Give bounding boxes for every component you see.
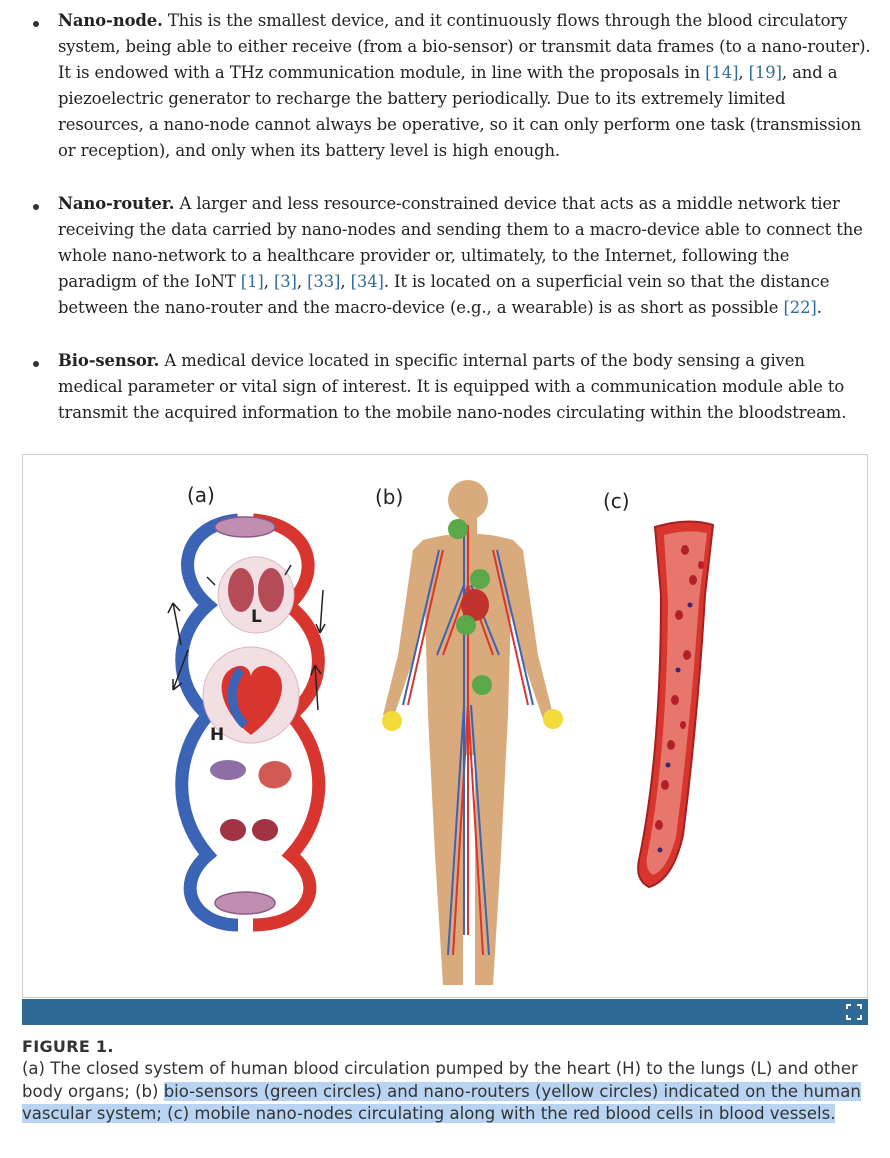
bullet-term: Bio-sensor. [58, 351, 160, 370]
bullet-dot [33, 21, 39, 27]
reference-link[interactable]: [1] [240, 272, 264, 291]
panel-a-label: (a) [187, 483, 215, 507]
circulation-diagram [23, 455, 867, 997]
figure-caption [22, 1058, 882, 1126]
expand-icon[interactable] [846, 1004, 862, 1020]
caption-highlighted: bio-sensors (green circles) and nano-routers (yellow circles) indicated on the human vascular system; (c) mobile nano-nodes circulating along with the red blood cells in blood vessels. [22, 1081, 861, 1123]
reference-link[interactable]: [19] [748, 63, 782, 82]
bullet-dot [33, 361, 39, 367]
reference-link[interactable]: [34] [350, 272, 384, 291]
reference-link[interactable]: [3] [273, 272, 297, 291]
panel-c-label: (c) [603, 489, 630, 513]
figure-toolbar [22, 999, 868, 1025]
bullet-text: Bio-sensor. A medical device located in specific internal parts of the body sensing a given medical parameter or vital sign of interest. It is equipped with a communication module able to transmit the acquired information to the mobile nano-nodes circulating within the bloodstream. [58, 351, 847, 422]
reference-link[interactable]: [14] [705, 63, 739, 82]
bio-sensor-marker [470, 569, 490, 589]
caption-plain: (a) The closed system of human blood circulation pumped by the heart (H) to the lungs (L) and other body organs; (b) [22, 1059, 858, 1101]
figure-title: FIGURE 1. [22, 1037, 114, 1056]
heart-label: H [210, 725, 225, 745]
reference-link[interactable]: [33] [307, 272, 341, 291]
nano-router-marker [543, 709, 563, 729]
bullet-dot [33, 204, 39, 210]
bio-sensor-marker [448, 519, 468, 539]
bio-sensor-marker [472, 675, 492, 695]
bio-sensor-marker [456, 615, 476, 635]
lungs-label: L [251, 607, 262, 627]
bullet-term: Nano-router. [58, 194, 175, 213]
panel-b-label: (b) [375, 485, 404, 509]
bullet-term: Nano-node. [58, 11, 163, 30]
bullet-text: Nano-node. This is the smallest device, and it continuously flows through the blood circulatory system, being able to either receive (from a bio-sensor) or transmit data frames (to a nano-router). It is endowed with a THz communication module, in line with the proposals in [14], [19], and a piezoelectric generator to recharge the battery periodically. Due to its extremely limited resources, a nano-node cannot always be operative, so it can only perform one task (transmission or reception), and only when its battery level is high enough. [58, 11, 871, 160]
reference-link[interactable]: [22] [783, 298, 817, 317]
human-body [383, 480, 553, 985]
bullet-text: Nano-router. A larger and less resource-constrained device that acts as a middle network tier receiving the data carried by nano-nodes and sending them to a macro-device able to connect the whole nano-network to a healthcare provider or, ultimately, to the Internet, following the paradigm of the IoNT [1], [3], [33], [34]. It is located on a superficial vein so that the distance between the nano-router and the macro-device (e.g., a wearable) is as short as possible [22]. [58, 194, 863, 317]
figure-image[interactable] [22, 454, 868, 998]
nano-router-marker [382, 711, 402, 731]
